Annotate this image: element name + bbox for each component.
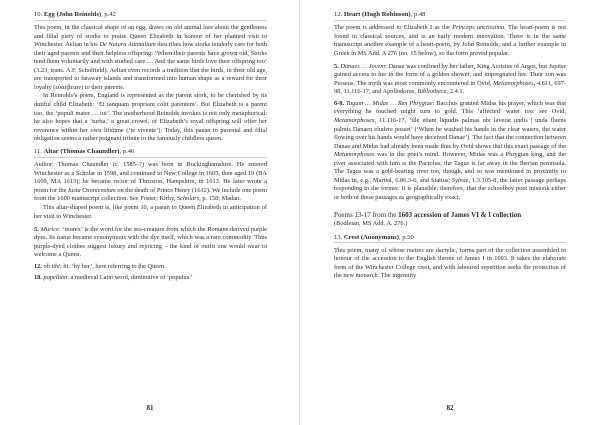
section-number: 13. [334, 233, 343, 241]
section-heading-12 [334, 11, 566, 20]
page-number: 82 [446, 404, 454, 412]
paragraph: In Reinolds’s poem, England is represented as the parent stork, to be cherished by its dutiful child Elizabeth: ‘Et tanquam propriam colit parentem’. But Elizabeth is a parent too, the ‘populi mater … tui’. The motherhood Reinolds invokes is not only metaphorical: he also hopes that a ‘turba,’ a great crowd, of Elizabeth’s royal offspring will offer her reverence within her own lifetime (‘te vivente’). Today, this paean to parental and filial obligation seems a rather poignant tribute to the famously childless queen. [34, 92, 267, 143]
section-title: Crest [343, 233, 360, 241]
section-number: 10. [34, 11, 43, 18]
collection-source: (Bodleian, MS Add. A. 276.) [334, 220, 408, 228]
note-12: 12. ob tibi: lit. ‘by her’, here referring to the Queen. [34, 262, 166, 270]
paragraph: This poem, in the classical shape of an egg, draws on old animal lore about the gentleness and filial piety of storks to praise Queen Elizabeth in honour of her planned visit to Winchester. Aelian in his De Natura Animalium describes how storks tenderly care for both their aged parents and their helpless offspring: ‘When their parents have grown old, Storks tend them voluntarily and with studied care … And the same birds love their offspring too’ (3.23, trans. A.F. Scholfield). Aelian even records a tradition that the birds, in their old age, are transported to faraway islands and transformed into human shape as a reward for their loyalty (εὐσέβειαν) to their parents. [34, 24, 267, 91]
section-author: (Hugh Robinson) [362, 11, 411, 18]
note-6-8: 6-8. Tagum … Midas … Rex Phrygiae: Bacchus granted Midas his prayer, which was that everything he touched might turn to gold. This ‘affected’ water too: see Ovid, Metamorphoses, 11.116-17, ‘ille etiam liquidis palmas ubi laverat undis | unda fluens palmis Danaen eludere posset’ (‘When he washed his hands in the clear waters, the water flowing over his hands would have deceived Danae’). The fact that the connection between Danae and Midas had already been made thus by Ovid shows that this exact passage of the Metamorphoses was in the poet’s mind. However, Midas was a Phrygian king, and the river associated with him is the Pactolus; the Tagus is far away in the Iberian peninsula. The Tagus was a gold-bearing river too, though, and so was mentioned in proximity to Midas in, e.g., Martial, 6.86.3-6, and Statius, Sylvae, 1.3.105-8, the latter passage perhaps responding to the former. It is plausible, therefore, that the schoolboy poet mistook either or both of these passages as geographically exact. [334, 99, 567, 201]
section-page-ref: , p.46 [119, 148, 135, 156]
collection-heading: Poems 13-17 from the 1603 accession of James VI & I collection [334, 211, 522, 220]
section-page-ref: , p.50 [398, 233, 414, 241]
section-heading-10 [34, 11, 267, 20]
paragraph: This poem, many of whose metres are dactylic, forms part of the collection assembled in honour of the accession to the English throne of James I in 1603. It takes the elaborate form of the Winchester College crest, and with laboured repetition seeks the protection of the new monarch. The ingenuity [334, 246, 566, 280]
right-page-text [334, 11, 566, 281]
section-rule [34, 157, 267, 158]
paragraph: This altar-shaped poem is, like poem 10, a paean to Queen Elizabeth in anticipation of her visit to Winchester. [34, 203, 267, 220]
note-5: 5. Murice: ‘murex’ is the word for the sea-creature from which the Romans derived purple dyes. Its name became synonymous with the dye itself, which was a rare commodity. Thus purple-dyed clothes suggest luxury and rejoicing – the kind of outfit one would wear to welcome a Queen. [34, 225, 267, 259]
section-rule [334, 242, 566, 243]
section-title: Heart [343, 11, 361, 18]
section-page-ref: , p.48 [410, 11, 426, 18]
paragraph: The poem is addressed to Elizabeth I as the Princeps unctissima. The heart-poem is not found in classical sources, and is an early modern innovation. There is in the same manuscript another example of a heart-poem, by John Reinolds, and a further example in Greek in MS Add. A 276 (no. 15 below), so the form proved popular. [334, 24, 566, 57]
right-page [300, 0, 600, 425]
section-heading-13 [334, 234, 566, 243]
section-author: (John Reinolds) [56, 11, 102, 18]
section-number: 12. [334, 11, 343, 18]
note-18: 18. popellum: a medieval Latin word, diminutive of ‘populus.’ [34, 274, 193, 282]
section-rule [34, 20, 267, 21]
section-heading-11 [34, 148, 267, 157]
section-number: 11. [34, 148, 42, 156]
note-5: 5. Danaes … Jovem: Danae was confined by her father, King Acrisius of Argos, but Jupiter gained access to her in the form of a golden shower, and impregnated her. Their son was Perseus. The myth was most commonly encountered in Ovid, Metamorphoses, 4.611, 697-98, 11.116-17, and Apollodorus, Bibliotheca, 2.4.1. [334, 62, 566, 96]
section-author: (Thomas Chaundler) [60, 148, 120, 156]
section-rule [334, 20, 566, 21]
section-author: (Anonymous) [360, 233, 399, 241]
section-title: Egg [43, 11, 55, 18]
section-title: Altar [43, 148, 59, 156]
paragraph: Author: Thomas Chaundler (c. 1585–?) was born in Buckinghamshire. He entered Winchester as a Scholar in 1598, and continued to New College in 1605, then aged 19 (BA 1609, MA 1613); he became rector of Thruxton, Hampshire, in 1613. He later wrote a poem for the Iusta Oxoniensium on the death of Prince Henry (1612). We include one poem from the 1600 manuscript collection. See Foster; Kirby, Scholars, p. 158; Madan. [34, 161, 268, 203]
left-page-text [34, 11, 267, 283]
page-number: 81 [146, 404, 154, 412]
section-page-ref: , p.42 [101, 11, 116, 18]
